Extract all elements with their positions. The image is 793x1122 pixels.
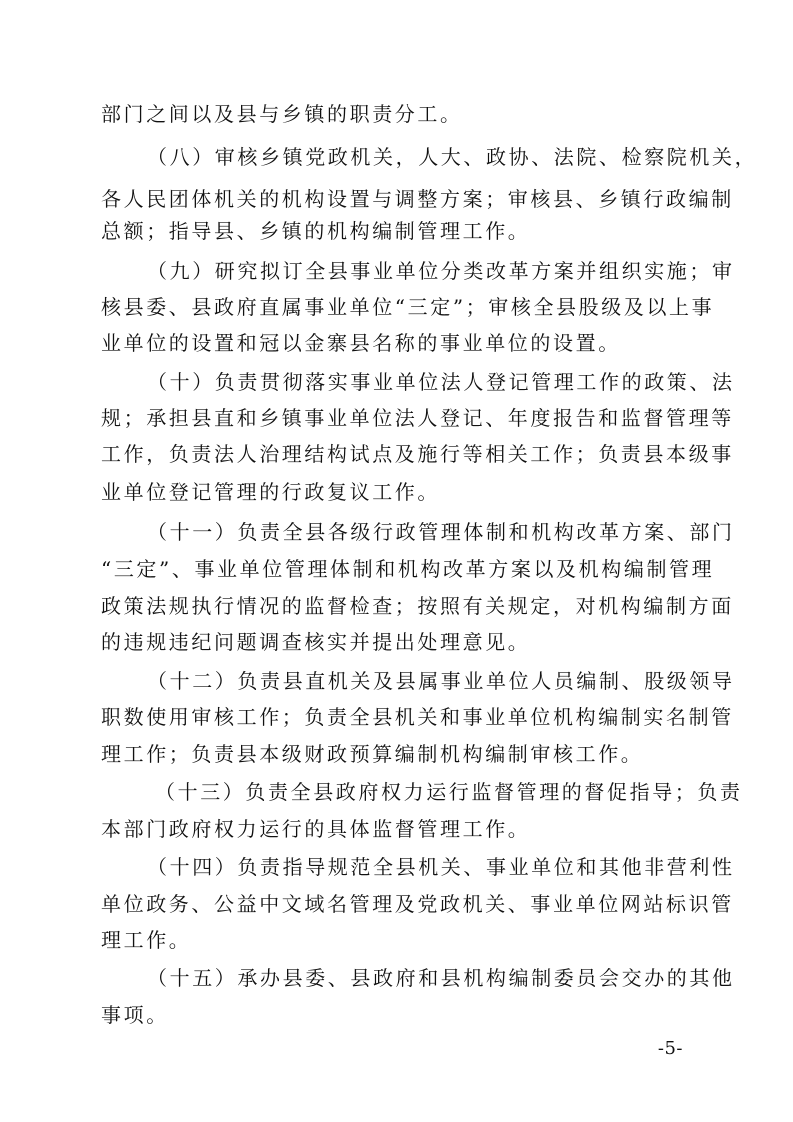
text-line-19: （十三）负责全县政府权力运行监督管理的督促指导；负责 <box>155 780 743 804</box>
text-line-1: 部门之间以及县与乡镇的职责分工。 <box>101 102 463 126</box>
text-line-4: 总额；指导县、乡镇的机构编制管理工作。 <box>101 219 531 243</box>
page-number: -5- <box>657 1038 683 1059</box>
text-line-9: 规；承担县直和乡镇事业单位法人登记、年度报告和监督管理等 <box>101 406 734 430</box>
text-line-14: 政策法规执行情况的监督检查；按照有关规定，对机构编制方面 <box>101 594 734 618</box>
text-line-18: 理工作；负责县本级财政预算编制机构编制审核工作。 <box>101 742 644 766</box>
text-line-17: 职数使用审核工作；负责全县机关和事业单位机构编制实名制管 <box>101 705 734 729</box>
text-line-7: 业单位的设置和冠以金寨县名称的事业单位的设置。 <box>101 331 621 355</box>
text-line-8: （十）负责贯彻落实事业单位法人登记管理工作的政策、法 <box>147 370 735 394</box>
text-line-5: （九）研究拟订全县事业单位分类改革方案并组织实施；审 <box>147 259 735 283</box>
text-line-3: 各人民团体机关的机构设置与调整方案；审核县、乡镇行政编制 <box>101 187 734 211</box>
text-line-20: 本部门政府权力运行的具体监督管理工作。 <box>101 817 531 841</box>
text-line-12: （十一）负责全县各级行政管理体制和机构改革方案、部门 <box>147 520 735 544</box>
text-line-24: （十五）承办县委、县政府和县机构编制委员会交办的其他 <box>147 966 735 990</box>
text-line-10: 工作，负责法人治理结构试点及施行等相关工作；负责县本级事 <box>101 442 734 466</box>
text-line-13: “三定”、事业单位管理体制和机构改革方案以及机构编制管理 <box>101 557 715 581</box>
text-line-2: （八）审核乡镇党政机关，人大、政协、法院、检察院机关， <box>147 145 758 169</box>
text-line-15: 的违规违纪问题调查核实并提出处理意见。 <box>101 630 531 654</box>
text-line-11: 业单位登记管理的行政复议工作。 <box>101 480 440 504</box>
text-line-22: 单位政务、公益中文域名管理及党政机关、事业单位网站标识管 <box>101 892 734 916</box>
text-line-25: 事项。 <box>101 1003 169 1027</box>
text-line-23: 理工作。 <box>101 928 192 952</box>
text-line-6: 核县委、县政府直属事业单位“三定”；审核全县股级及以上事 <box>101 295 715 319</box>
text-line-16: （十二）负责县直机关及县属事业单位人员编制、股级领导 <box>147 669 735 693</box>
text-line-21: （十四）负责指导规范全县机关、事业单位和其他非营利性 <box>147 855 735 879</box>
